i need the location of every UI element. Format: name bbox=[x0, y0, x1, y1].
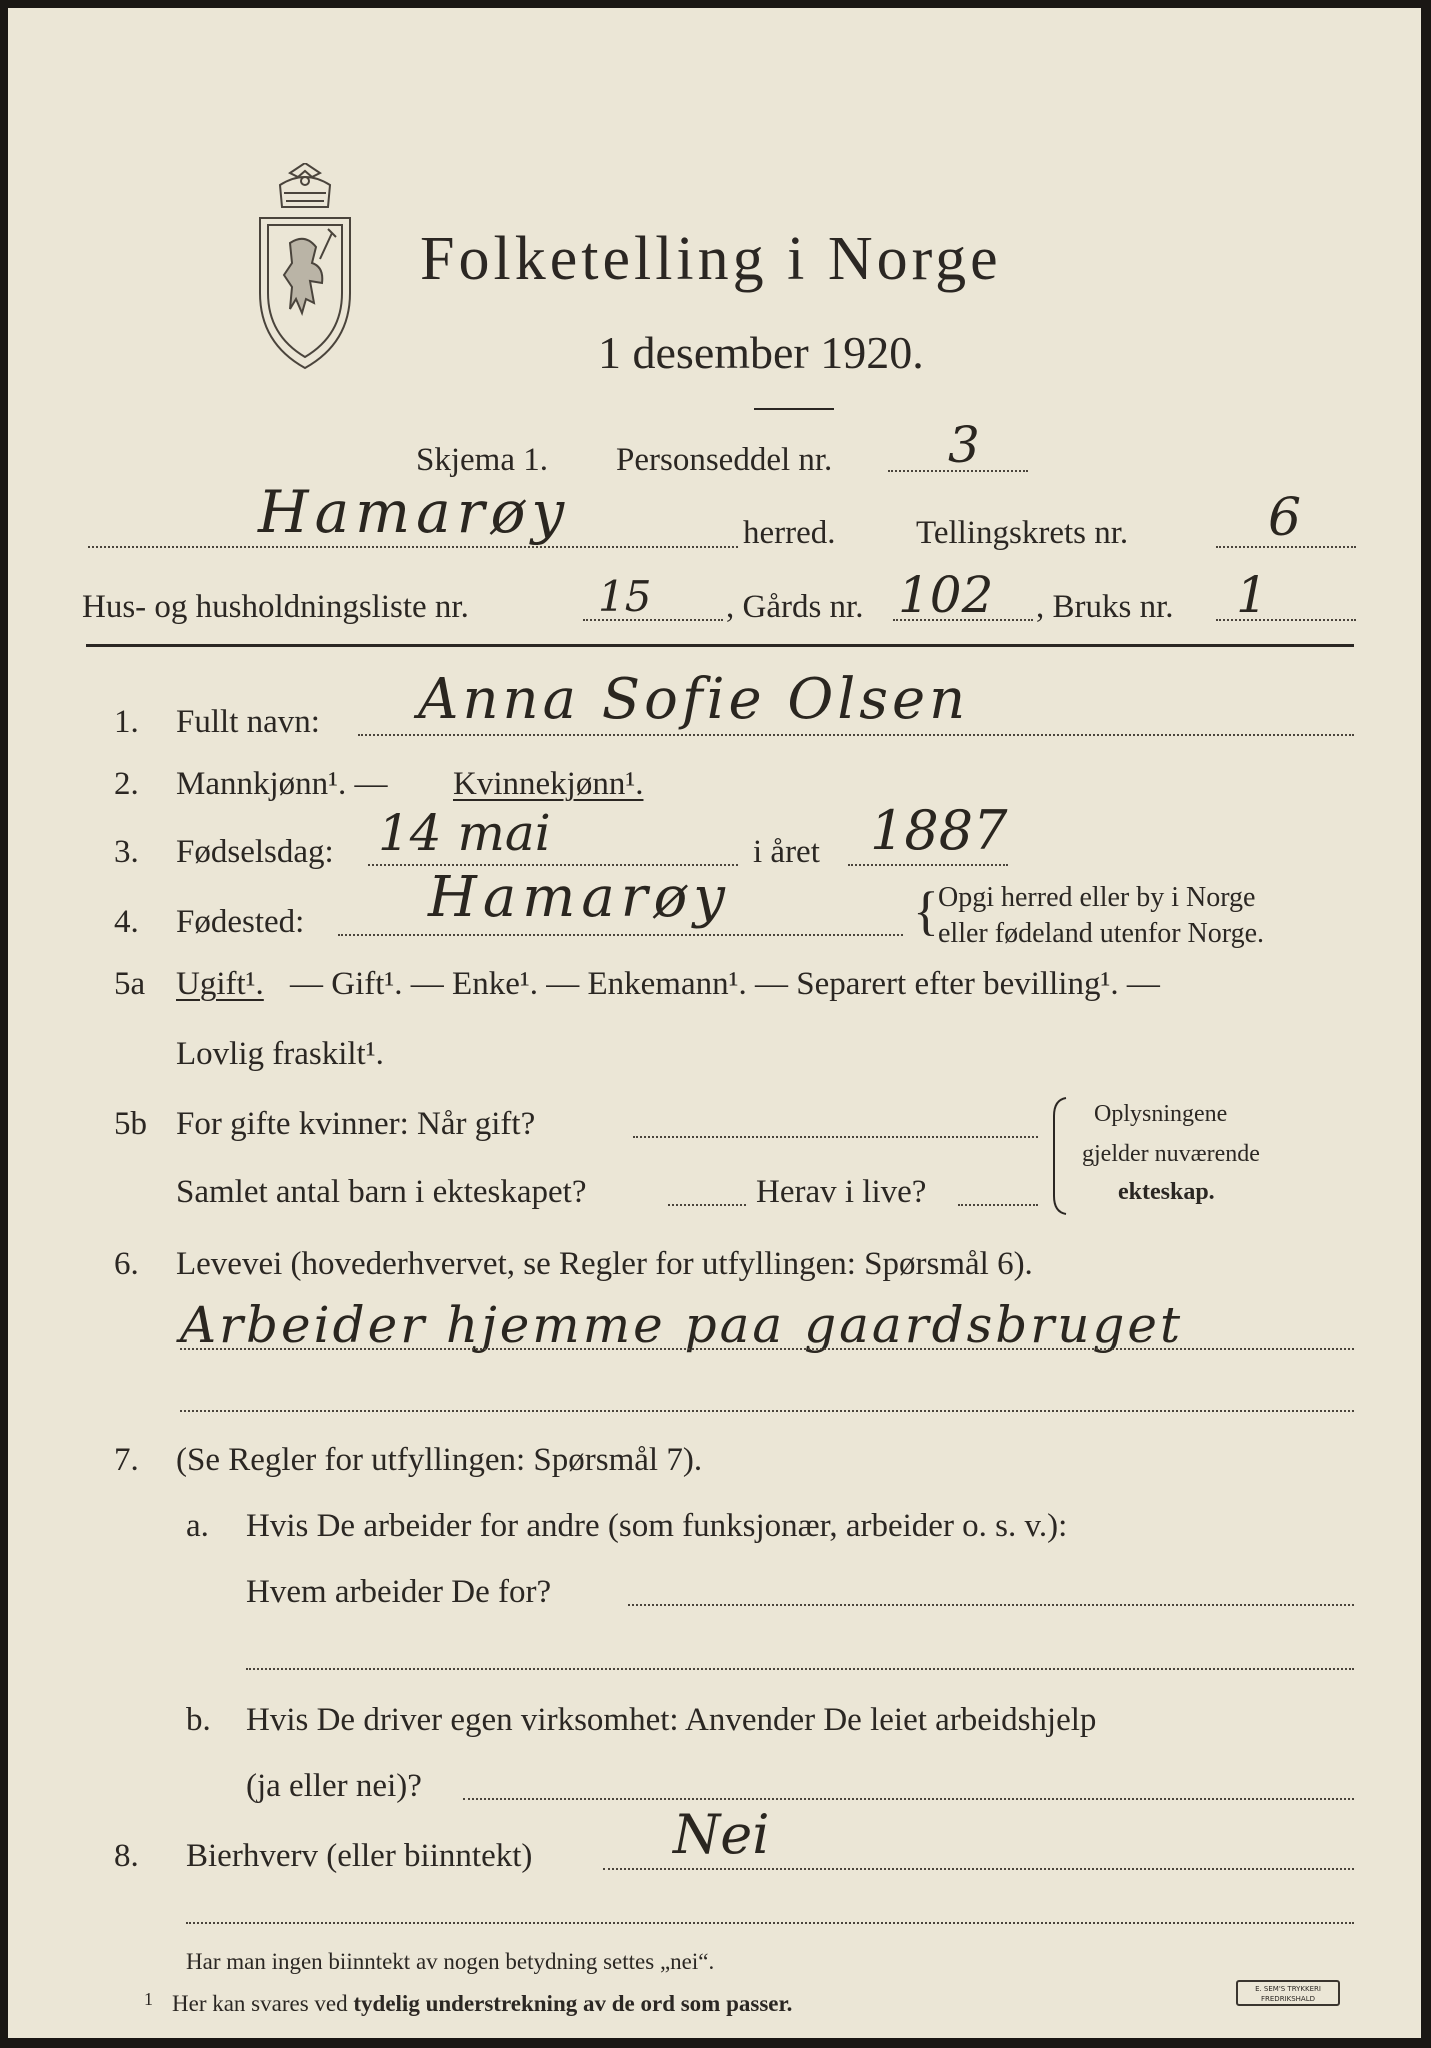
personseddel-value: 3 bbox=[948, 416, 980, 474]
bruks-label: , Bruks nr. bbox=[1036, 589, 1174, 625]
footnote-number: 1 bbox=[144, 1989, 153, 2009]
q8-label: Bierhverv (eller biinntekt) bbox=[186, 1838, 533, 1874]
herred-value: Hamarøy bbox=[258, 478, 571, 546]
q5b-gift-line bbox=[633, 1136, 1038, 1138]
q4-note-line2: eller fødeland utenfor Norge. bbox=[938, 918, 1265, 949]
q8-value: Nei bbox=[673, 1803, 770, 1866]
q5b-barn-label: Samlet antal barn i ekteskapet? bbox=[176, 1174, 587, 1210]
hus-label: Hus- og husholdningsliste nr. bbox=[82, 589, 469, 625]
footer-note: Har man ingen biinntekt av nogen betydning settes „nei“. bbox=[186, 1949, 715, 1974]
q4-label: Fødested: bbox=[176, 904, 305, 940]
q7-label: (Se Regler for utfyllingen: Spørsmål 7). bbox=[176, 1442, 703, 1478]
q8-line bbox=[603, 1868, 1354, 1870]
norway-coat-of-arms-icon bbox=[250, 163, 360, 373]
q5b-label: For gifte kvinner: Når gift? bbox=[176, 1106, 536, 1142]
q3-year-line bbox=[848, 864, 1008, 866]
q3-number: 3. bbox=[114, 834, 139, 870]
bruks-value: 1 bbox=[1236, 566, 1268, 624]
q5a-number: 5a bbox=[114, 966, 146, 1002]
gards-label: , Gårds nr. bbox=[726, 589, 864, 625]
q6-label: Levevei (hovederhvervet, se Regler for utfyllingen: Spørsmål 6). bbox=[176, 1246, 1033, 1282]
q1-value: Anna Sofie Olsen bbox=[418, 667, 970, 732]
q7b-question: (ja eller nei)? bbox=[246, 1768, 422, 1804]
q1-line bbox=[358, 734, 1354, 736]
q5b-note-line1: Oplysningene bbox=[1094, 1101, 1228, 1127]
gards-value: 102 bbox=[898, 566, 994, 624]
printer-stamp-line1: E. SEM'S TRYKKERI bbox=[1255, 1985, 1321, 1993]
q7a-question: Hvem arbeider De for? bbox=[246, 1574, 552, 1610]
census-form-page bbox=[8, 8, 1421, 2038]
q6-value: Arbeider hjemme paa gaardsbruget bbox=[180, 1296, 1184, 1354]
tellingskrets-label: Tellingskrets nr. bbox=[916, 515, 1129, 551]
q7b-number: b. bbox=[186, 1702, 211, 1738]
q5a-options: — Gift¹. — Enke¹. — Enkemann¹. — Separert efter bevilling¹. — bbox=[290, 966, 1160, 1002]
herred-line bbox=[88, 546, 738, 548]
q8-line2 bbox=[186, 1922, 1354, 1924]
q4-line bbox=[338, 934, 903, 936]
q2-kvinnekjonn-underlined: Kvinnekjønn¹. bbox=[453, 766, 644, 802]
q4-value: Hamarøy bbox=[428, 865, 731, 930]
footnote-text-plain: Her kan svares ved bbox=[172, 1991, 354, 2016]
q3-year-label: i året bbox=[753, 834, 820, 870]
q7a-line2 bbox=[246, 1668, 1354, 1670]
q3-year-value: 1887 bbox=[870, 799, 1008, 862]
q4-number: 4. bbox=[114, 904, 139, 940]
printer-stamp bbox=[1236, 1980, 1340, 2006]
q6-number: 6. bbox=[114, 1246, 139, 1282]
q2-mannkjonn: Mannkjønn¹. — bbox=[176, 766, 388, 802]
q7-number: 7. bbox=[114, 1442, 139, 1478]
herred-label: herred. bbox=[743, 515, 836, 551]
schema-label: Skjema 1. bbox=[416, 442, 548, 478]
q4-brace: { bbox=[913, 881, 939, 941]
q1-label: Fullt navn: bbox=[176, 704, 320, 740]
header-divider bbox=[86, 644, 1354, 647]
tellingskrets-value: 6 bbox=[1268, 488, 1302, 548]
footnote-text-bold: tydelig understrekning av de ord som passer. bbox=[353, 1991, 793, 2016]
q5b-note-bracket bbox=[1050, 1096, 1070, 1216]
q3-day-value: 14 mai bbox=[378, 804, 551, 862]
q5a-line2: Lovlig fraskilt¹. bbox=[176, 1036, 384, 1072]
q5b-number: 5b bbox=[114, 1106, 147, 1142]
q8-number: 8. bbox=[114, 1838, 139, 1874]
personseddel-label: Personseddel nr. bbox=[616, 442, 833, 478]
q5b-note-line3: ekteskap. bbox=[1118, 1179, 1215, 1205]
q7a-text: Hvis De arbeider for andre (som funksjonær, arbeider o. s. v.): bbox=[246, 1508, 1068, 1544]
q7a-line1 bbox=[628, 1604, 1354, 1606]
printer-stamp-line2: FREDRIKSHALD bbox=[1260, 1995, 1315, 2003]
q5b-note-line2: gjelder nuværende bbox=[1082, 1141, 1260, 1167]
q5a-ugift-underlined: Ugift¹. bbox=[176, 966, 264, 1002]
q7b-text: Hvis De driver egen virksomhet: Anvender De leiet arbeidshjelp bbox=[246, 1702, 1097, 1738]
q5b-live-line bbox=[958, 1204, 1038, 1206]
q5b-live-label: Herav i live? bbox=[756, 1174, 927, 1210]
q7b-line bbox=[463, 1798, 1354, 1800]
q3-label: Fødselsdag: bbox=[176, 834, 334, 870]
q5b-barn-line bbox=[668, 1204, 746, 1206]
title-divider bbox=[754, 408, 834, 410]
q2-number: 2. bbox=[114, 766, 139, 802]
q6-line1 bbox=[180, 1348, 1354, 1350]
q6-line2 bbox=[180, 1410, 1354, 1412]
q4-note-line1: Opgi herred eller by i Norge bbox=[938, 882, 1256, 913]
footnote-text-a bbox=[172, 1992, 792, 2015]
q1-number: 1. bbox=[114, 704, 139, 740]
form-title: Folketelling i Norge bbox=[420, 225, 1002, 293]
q7a-number: a. bbox=[186, 1508, 209, 1544]
census-date: 1 desember 1920. bbox=[598, 327, 924, 378]
hus-value: 15 bbox=[598, 572, 652, 621]
